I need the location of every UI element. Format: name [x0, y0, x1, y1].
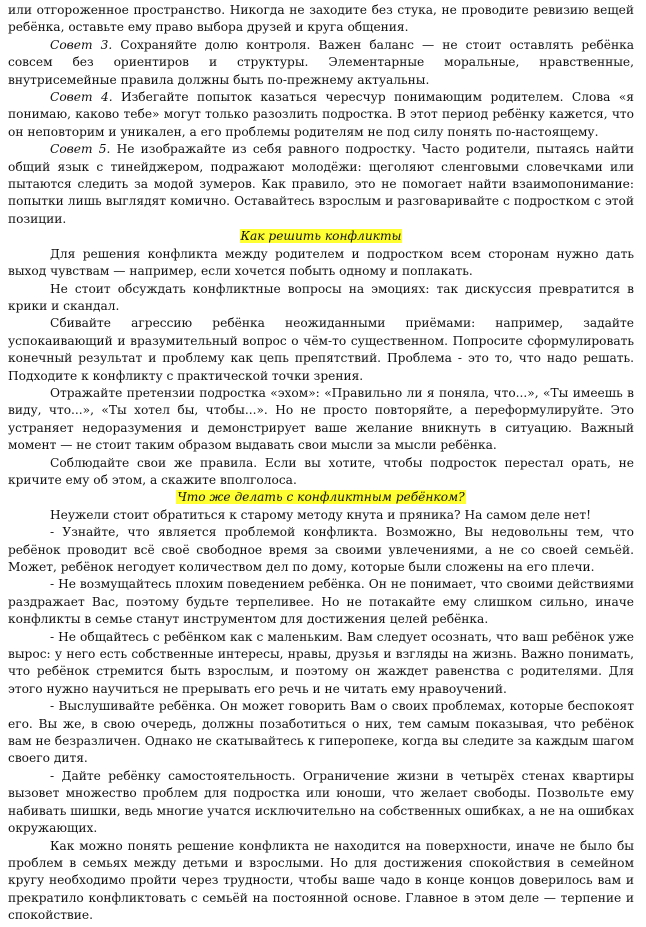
paragraph-continuation — [8, 2, 634, 37]
paragraph: Соблюдайте свои же правила. Если вы хотите, чтобы подросток перестал орать, не кричите ему об этом, а скажите вполголоса. — [8, 455, 634, 487]
paragraph-conclusion: Как можно понять решение конфликта не находится на поверхности, иначе не было бы проблем в семьях между детьми и взрослыми. Но для достижения спокойствия в семейном кругу необходимо пройти через трудности, чтобы ваше чадо в конце концов доверилось вам и прекратило конфликтовать с семьёй на постоянной основе. Главное в этом деле — терпение и спокойствие. — [8, 838, 634, 923]
tip-label: Совет 5. — [50, 142, 111, 157]
list-item: - Не возмущайтесь плохим поведением ребёнка. Он не понимает, что своими действиями раздражает Вас, поэтому будьте терпеливее. Но не потакайте ему слишком сильно, иначе конфликты в семье станут инструментом для достижения целей ребёнка. — [8, 577, 634, 627]
paragraph-tip-4 — [8, 89, 634, 141]
highlighted-heading-text: Как решить конфликты — [240, 229, 402, 244]
paragraph-text: или отгороженное пространство. Никогда не заходите без стука, не проводите ревизию вещей ребёнка, оставьте ему право выбора друзей и круга общения. — [8, 3, 634, 35]
paragraph-tip-5 — [8, 141, 634, 228]
paragraph: Неужели стоит обратиться к старому методу кнута и пряника? На самом деле нет! — [50, 507, 591, 522]
paragraph: Для решения конфликта между родителем и подростком всем сторонам нужно дать выход чувствам — например, если хочется побыть одному и поплакать. — [8, 246, 634, 279]
list-item: - Выслушивайте ребёнка. Он может говорить Вам о своих проблемах, которые беспокоят его. Вы же, в свою очередь, должны позаботиться о них, тем самым показывая, что ребёнок вам не безразличен. Однако не скатывайтесь к гиперопеке, когда вы следите за каждым шагом своего дитя. — [8, 699, 634, 766]
paragraph: Сбивайте агрессию ребёнка неожиданными приёмами: например, задайте успокаивающий и вразумительный вопрос о чём-то существенном. Попросите сформулировать конечный результат и проблему как цепь препятствий. Проблема - это то, что надо решать. Подходите к конфликту с практической точки зрения. — [8, 316, 634, 383]
paragraph-text: Не изображайте из себя равного подростку. Часто родители, пытаясь найти общий язык с тинейджером, подражают молодёжи: щеголяют сленговыми словечками или пытаются следить за модой зумеров. Как правило, это не помогает найти взаимопонимание: попытки лишь выглядят комично. Оставайтесь взрослым и разговаривайте с подростком с этой позиции. — [8, 142, 634, 226]
list-item: - Узнайте, что является проблемой конфликта. Возможно, Вы недовольны тем, что ребёнок проводит всё своё свободное время за своими увлечениями, а не со своей семьёй. Может, ребёнок негодует количеством дел по дому, которые были сложены на его плечи. — [8, 525, 634, 574]
paragraph-text: Избегайте попыток казаться чересчур понимающим родителем. Слова «я понимаю, каково тебе» могут только разозлить подростка. В этот период ребёнку кажется, что он неповторим и уникален, а его проблемы родителям не под силу понять по-настоящему. — [8, 90, 634, 139]
list-item: - Не общайтесь с ребёнком как с маленьким. Вам следует осознать, что ваш ребёнок уже вырос: у него есть собственные интересы, нравы, друзья и взгляды на жизнь. Важно понимать, что ребёнок стремится быть взрослым, и поэтому он жаждет равенства с родителями. Для этого нужно научиться не прерывать его речь и не читать ему нравоучений. — [8, 629, 634, 696]
tip-label: Совет 4. — [50, 90, 113, 105]
section-heading-conflict-child — [8, 489, 634, 506]
paragraph-tip-3 — [8, 37, 634, 89]
highlighted-heading-text: Что же делать с конфликтным ребёнком? — [177, 490, 465, 505]
document-page — [8, 2, 634, 925]
tip-label: Совет 3. — [50, 37, 113, 52]
list-item: - Дайте ребёнку самостоятельность. Ограничение жизни в четырёх стенах квартиры вызовет множество проблем для подростка или юноши, что желает свободы. Позвольте ему набивать шишки, ведь многие учатся исключительно на собственных ошибках, а не на ошибках окружающих. — [8, 768, 634, 836]
paragraph: Отражайте претензии подростка «эхом»: «Правильно ли я поняла, что...», «Ты имеешь в виду, что...», «Ты хотел бы, чтобы...». Но не просто повторяйте, а переформулируйте. Это устраняет недоразумения и демонстрирует ваше желание вникнуть в ситуацию. Важный момент — не стоит таким образом выдавать свои мысли за мысли ребёнка. — [8, 385, 634, 453]
paragraph: Не стоит обсуждать конфликтные вопросы на эмоциях: так дискуссия превратится в крики и скандал. — [8, 281, 634, 313]
paragraph-text: Сохраняйте долю контроля. Важен баланс — не стоит оставлять ребёнка совсем без ориентиров и структуры. Элементарные моральные, нравственные, внутрисемейные правила должны быть по-прежнему актуальны. — [8, 37, 634, 87]
section-heading-resolve-conflicts — [8, 228, 634, 245]
